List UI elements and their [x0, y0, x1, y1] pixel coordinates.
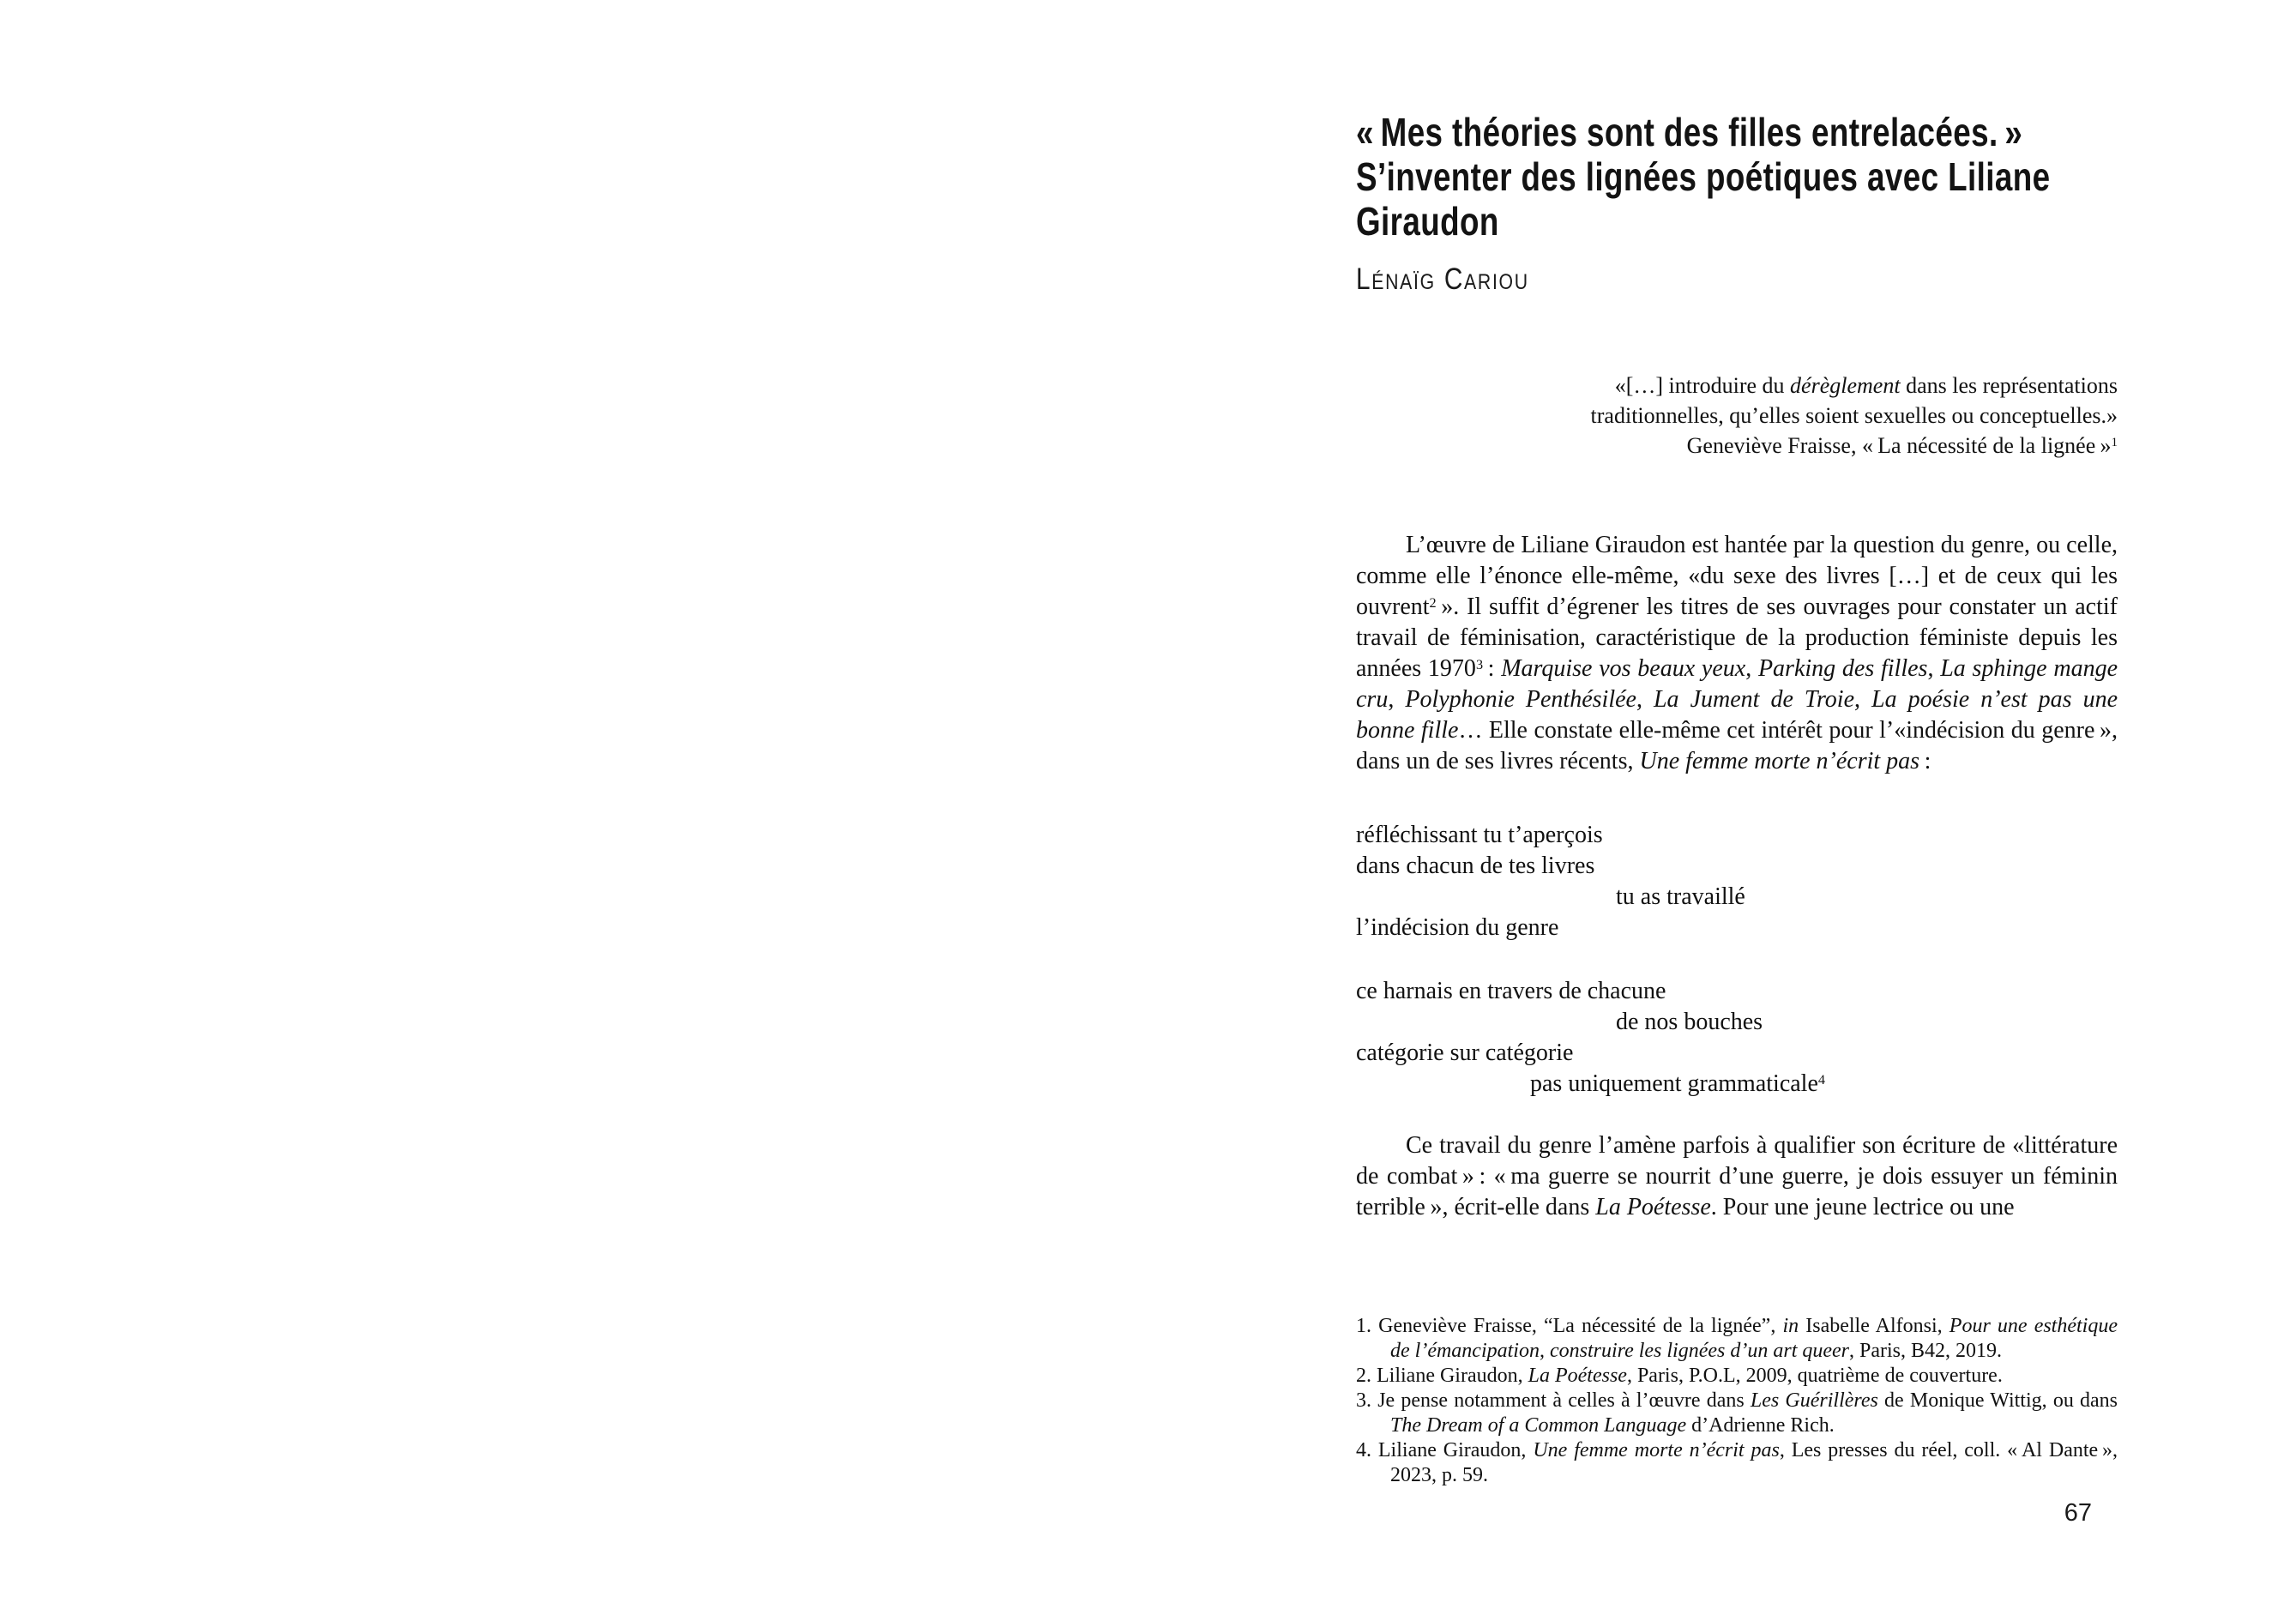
poem-stanza-1	[1356, 820, 2118, 943]
poem-quote	[1356, 820, 2118, 1100]
poem-line: l’indécision du genre	[1356, 914, 1559, 941]
author-name: Lénaïg Cariou	[1356, 262, 1529, 296]
poem-line: dans chacun de tes livres	[1356, 853, 1595, 879]
body-paragraph-1: L’œuvre de Liliane Giraudon est hantée par la question du genre, ou celle, comme elle l’énonce elle-même, «du sexe des livres […] et de ceux qui les ouvrent$^2$ ». Il suffit d’égrener les titres de ses ouvrages pour constater un actif travail de féminisation, caractéristique de la production féministe depuis les années 1970$^3$ : Marquise vos beaux yeux, Parking des filles, La sphinge mange cru, Polyphonie Penthésilée, La Jument de Troie, La poésie n’est pas une bonne fille… Elle constate elle-même cet intérêt pour l’«indécision du genre », dans un de ses livres récents, Une femme morte n’écrit pas :	[1356, 532, 2118, 774]
footnote-item: 3. Je pense notamment à celles à l’œuvre dans Les Guérillères de Monique Wittig, ou dans The Dream of a Common Language d’Adrienne Rich.	[1356, 1389, 2118, 1437]
epigraph	[1356, 371, 2118, 461]
poem-line: catégorie sur catégorie	[1356, 1039, 1574, 1066]
footnote-item: 1. Geneviève Fraisse, “La nécessité de la lignée”, in Isabelle Alfonsi, Pour une esthétique de l’émancipation, construire les lignées d’un art queer, Paris, B42, 2019.	[1356, 1315, 2118, 1362]
title-line: « Mes théories sont des filles entrelacées. »	[1356, 110, 2023, 154]
poem-line: tu as travaillé	[1616, 883, 1745, 910]
footnote-item: 4. Liliane Giraudon, Une femme morte n’écrit pas, Les presses du réel, coll. « Al Dante », 2023, p. 59.	[1356, 1439, 2118, 1486]
poem-line: ce harnais en travers de chacune	[1356, 978, 1666, 1004]
article-title	[1356, 110, 2051, 244]
epigraph-line: Geneviève Fraisse, « La nécessité de la lignée »$^1$	[1686, 433, 2118, 458]
title-line: S’inventer des lignées poétiques avec Liliane	[1356, 154, 2051, 199]
poem-line: réfléchissant tu t’aperçois	[1356, 822, 1603, 848]
title-line: Giraudon	[1356, 199, 1499, 244]
footnotes-block	[1356, 1314, 2118, 1488]
epigraph-line: traditionnelles, qu’elles soient sexuelles ou conceptuelles.»	[1590, 403, 2118, 428]
poem-line: pas uniquement grammaticale$^4$	[1530, 1070, 1826, 1097]
epigraph-line: «[…] introduire du dérèglement dans les représentations	[1614, 373, 2118, 398]
poem-line: de nos bouches	[1616, 1009, 1763, 1035]
body-paragraph-2: Ce travail du genre l’amène parfois à qualifier son écriture de «littérature de combat » : « ma guerre se nourrit d’une guerre, je dois essuyer un féminin terrible », écrit-elle dans La Poétesse. Pour une jeune lectrice ou une	[1356, 1132, 2118, 1220]
page-number: 67	[2064, 1499, 2092, 1527]
poem-stanza-2	[1356, 976, 2118, 1100]
footnote-item: 2. Liliane Giraudon, La Poétesse, Paris, P.O.L, 2009, quatrième de couverture.	[1356, 1365, 2003, 1387]
